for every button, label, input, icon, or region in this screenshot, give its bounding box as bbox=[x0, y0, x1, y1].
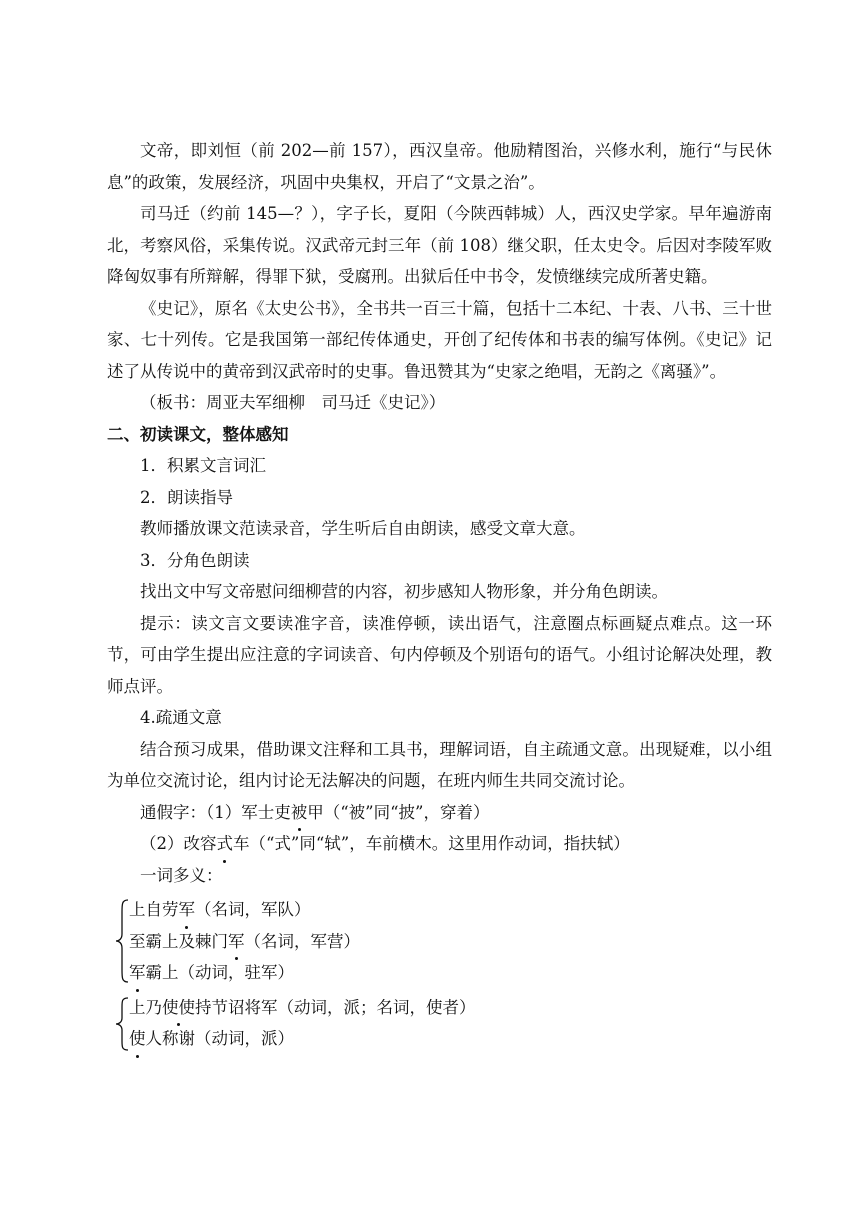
step-3-text: 找出文中写文帝慰问细柳营的内容，初步感知人物形象，并分角色朗读。 bbox=[140, 582, 668, 601]
left-brace-icon bbox=[115, 996, 129, 1052]
emphasis-char: 军 bbox=[129, 957, 146, 989]
polysemy-line: 使人称谢（动词，派） bbox=[129, 1023, 772, 1055]
emphasis-char: 被 bbox=[291, 797, 308, 829]
tongjia-example-1: 通假字：（1）军士吏被甲（“被”同“披”，穿着） bbox=[107, 797, 772, 829]
tongjia-label: 通假字： bbox=[140, 802, 206, 822]
step-4-text: 结合预习成果，借助课文注释和工具书，理解词语，自主疏通文意。出现疑难，以小组为单位交流讨论，组内讨论无法解决的问题，在班内师生共同交流讨论。 bbox=[107, 739, 772, 790]
reading-tip: 提示：读文言文要读准字音，读准停顿，读出语气，注意圈点标画疑点难点。这一环节，可由学生提出应注意的字词读音、句内停顿及个别语句的语气。小组讨论解决处理，教师点评。 bbox=[107, 613, 772, 696]
section-heading: 二、初读课文，整体感知 bbox=[107, 424, 289, 444]
emphasis-char: 使 bbox=[129, 1023, 146, 1055]
step-2-text: 教师播放课文范读录音，学生听后自由朗读，感受文章大意。 bbox=[140, 519, 586, 538]
step-4-title: 4.疏通文意 bbox=[140, 708, 222, 727]
emphasis-char: 式 bbox=[217, 828, 234, 860]
blackboard-note: （板书：周亚夫军细柳 司马迁《史记》） bbox=[140, 393, 446, 412]
emphasis-char: 使使 bbox=[162, 992, 195, 1024]
polysemy-group-shi bbox=[107, 992, 772, 1055]
document-content bbox=[107, 135, 772, 1058]
step-1-title: 1．积累文言词汇 bbox=[140, 456, 266, 475]
emphasis-char: 军 bbox=[228, 926, 245, 958]
paragraph-simaqian: 司马迁（约前 145—？），字子长，夏阳（今陕西韩城）人，西汉史学家。早年遍游南北，考察风俗，采集传说。汉武帝元封三年（前 108）继父职，任太史令。后因对李陵军败降匈奴事有所辩解，得罪下狱，受腐刑。出狱后任中书令，发愤继续完成所著史籍。 bbox=[107, 204, 772, 286]
polysemy-group-jun bbox=[107, 894, 772, 989]
step-3-title: 3．分角色朗读 bbox=[140, 550, 250, 570]
polysemy-line: 军霸上（动词，驻军） bbox=[129, 957, 772, 989]
polysemy-line: 上乃使使持节诏将军（动词，派；名词，使者） bbox=[129, 992, 772, 1024]
paragraph-wendi: 文帝，即刘恒（前 202—前 157），西汉皇帝。他励精图治，兴修水利，施行“与民休息”的政策，发展经济，巩固中央集权，开启了“文景之治”。 bbox=[107, 141, 772, 192]
yici-label: 一词多义： bbox=[140, 865, 223, 885]
polysemy-line: 上自劳军（名词，军队） bbox=[129, 894, 772, 926]
emphasis-char: 军 bbox=[179, 894, 196, 926]
polysemy-line: 至霸上及棘门军（名词，军营） bbox=[129, 926, 772, 958]
tongjia-example-2: （2）改容式车（“式”同“轼”，车前横木。这里用作动词，指扶轼） bbox=[107, 828, 772, 860]
left-brace-icon bbox=[115, 898, 129, 984]
paragraph-shiji: 《史记》，原名《太史公书》，全书共一百三十篇，包括十二本纪、十表、八书、三十世家、七十列传。它是我国第一部纪传体通史，开创了纪传体和书表的编写体例。《史记》记述了从传说中的黄帝到汉武帝时的史事。鲁迅赞其为“史家之绝唱，无韵之《离骚》”。 bbox=[107, 298, 772, 381]
step-2-title: 2．朗读指导 bbox=[140, 487, 233, 507]
